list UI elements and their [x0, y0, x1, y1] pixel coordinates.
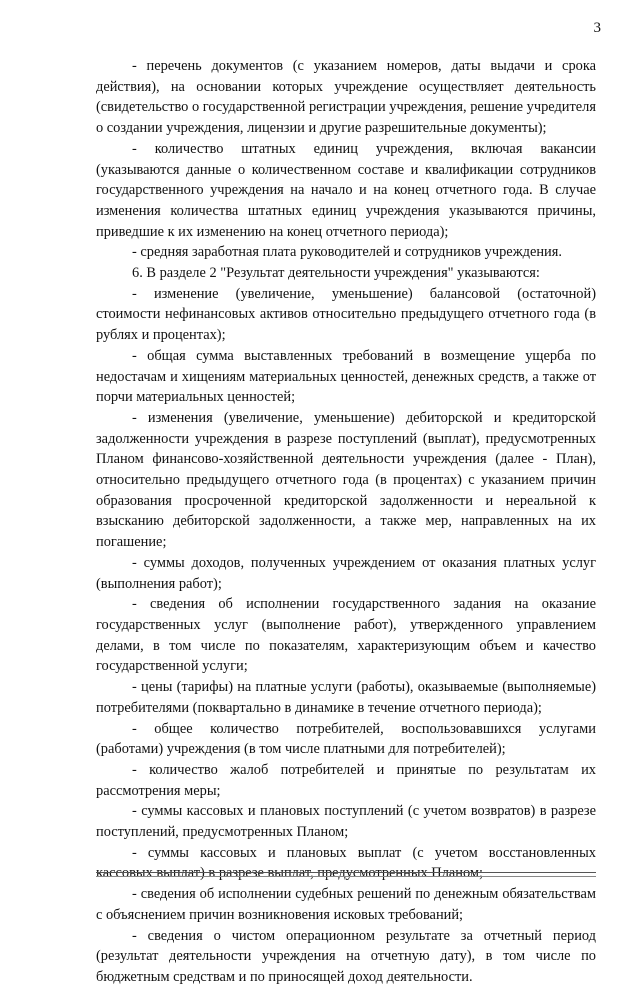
paragraph-receivables-payables: - изменения (увеличение, уменьшение) дебиторской и кредиторской задолженности учреждения в разрезе поступлений (выплат), предусмотренных Планом финансово-хозяйственной деятельности учреждения (далее - План), относительно предыдущего отчетного года (в процентах) с указанием причин образования просроченной кредиторской задолженности и нереальной к взысканию дебиторской задолженности, а также мер, направленных на их погашение;: [96, 409, 596, 551]
paragraph-documents-list: - перечень документов (с указанием номеров, даты выдачи и срока действия), на основании которых учреждение осуществляет деятельность (свидетельство о государственной регистрации учреждения, решение учредителя о создании учреждения, лицензии и другие разрешительные документы);: [96, 58, 596, 137]
paragraph-service-prices: - цены (тарифы) на платные услуги (работы), оказываемые (выполняемые) потребителями (поквартально в динамике в течение отчетного периода);: [96, 679, 596, 716]
paragraph-consumers-count: - общее количество потребителей, воспользовавшихся услугами (работами) учреждения (в том числе платными для потребителей);: [96, 720, 596, 758]
document-body: [96, 56, 596, 988]
paragraph-average-salary: - средняя заработная плата руководителей и сотрудников учреждения.: [132, 244, 562, 261]
footer-divider-secondary: [96, 876, 596, 877]
paragraph-paid-services-income: - суммы доходов, полученных учреждением от оказания платных услуг (выполнения работ);: [96, 554, 596, 592]
page-number: 3: [593, 20, 601, 36]
paragraph-receipts: - суммы кассовых и плановых поступлений (с учетом возвратов) в разрезе поступлений, предусмотренных Планом;: [96, 803, 596, 841]
paragraph-asset-value-change: - изменение (увеличение, уменьшение) балансовой (остаточной) стоимости нефинансовых активов относительно предыдущего отчетного года (в рублях и процентах);: [96, 285, 596, 344]
paragraph-state-assignment: - сведения об исполнении государственного задания на оказание государственных услуг (выполнение работ), утвержденного управлением делами, в том числе по показателям, характеризующим объем и качество государственной услуги;: [96, 596, 596, 675]
paragraph-damage-claims: - общая сумма выставленных требований в возмещение ущерба по недостачам и хищениям материальных ценностей, денежных средств, а также от порчи материальных ценностей;: [96, 347, 596, 406]
footer-divider: [96, 872, 596, 873]
paragraph-payments: - суммы кассовых и плановых выплат (с учетом восстановленных кассовых выплат) в разрезе выплат, предусмотренных Планом;: [96, 844, 596, 882]
paragraph-operating-result: - сведения о чистом операционном результате за отчетный период (результат деятельности учреждения на отчетную дату), в том числе по бюджетным средствам и по приносящей доход деятельности.: [96, 927, 596, 985]
paragraph-staff-count: - количество штатных единиц учреждения, включая вакансии (указываются данные о количественном составе и квалификации сотрудников государственного учреждения на начало и на конец отчетного года. В случае изменения количества штатных единиц учреждения указываются причины, приведшие к их изменению на конец отчетного периода);: [96, 140, 596, 240]
paragraph-court-decisions: - сведения об исполнении судебных решений по денежным обязательствам с объяснением причин возникновения исковых требований;: [96, 886, 596, 923]
paragraph-section-2-heading: 6. В разделе 2 "Результат деятельности учреждения" указываются:: [132, 265, 540, 282]
paragraph-complaints: - количество жалоб потребителей и принятые по результатам их рассмотрения меры;: [96, 761, 596, 799]
